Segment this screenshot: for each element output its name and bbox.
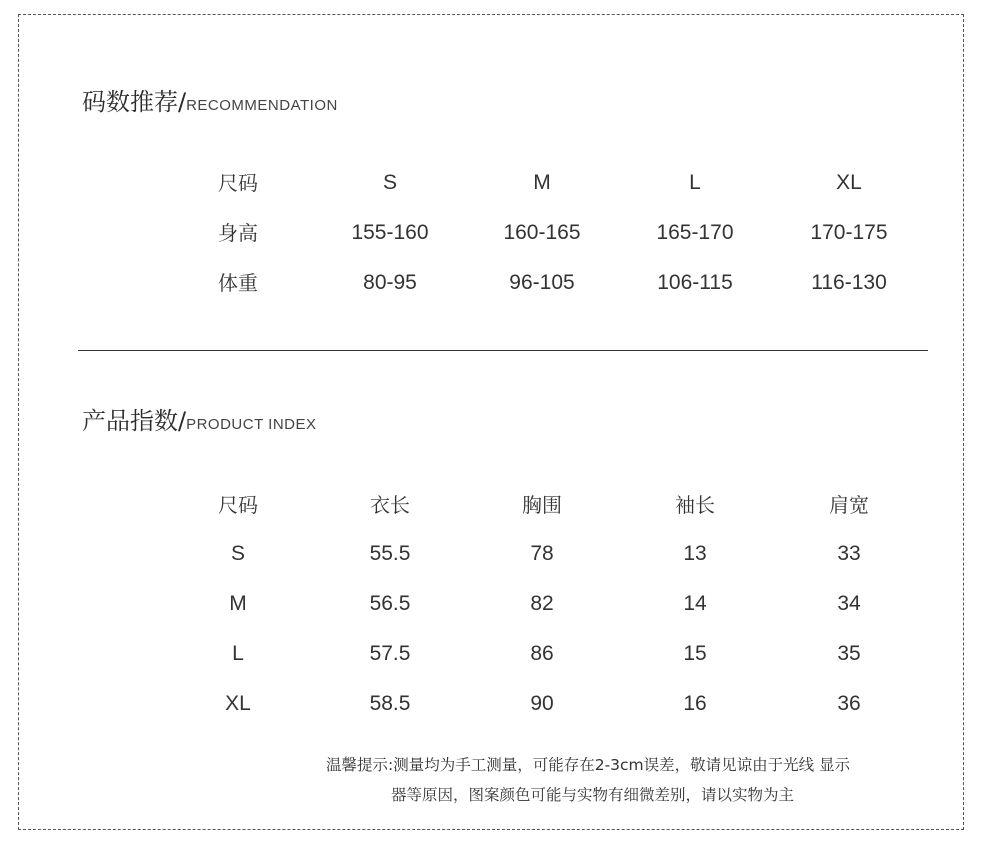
product-header-shoulder: 肩宽 [829, 493, 869, 517]
product-s-size: S [230, 542, 245, 565]
rec-weight-l: 106-115 [657, 271, 733, 294]
measurement-note-line2: 器等原因，图案颜色可能与实物有细微差别，请以实物为主 [391, 786, 795, 804]
product-s-shoulder: 33 [837, 542, 861, 565]
rec-weight-label: 体重 [218, 271, 258, 295]
recommendation-title-en: RECOMMENDATION [186, 97, 338, 114]
rec-height-xl: 170-175 [810, 221, 888, 244]
rec-size-m: M [533, 171, 551, 194]
product-m-length: 56.5 [369, 592, 411, 615]
rec-weight-m: 96-105 [509, 271, 575, 294]
rec-header-label: 尺码 [218, 171, 258, 195]
product-m-size: M [229, 592, 247, 615]
rec-height-m: 160-165 [503, 221, 581, 244]
product-l-size: L [232, 642, 244, 665]
rec-weight-xl: 116-130 [811, 271, 887, 294]
product-xl-shoulder: 36 [837, 692, 861, 715]
section-divider [78, 350, 928, 351]
product-s-sleeve: 13 [683, 542, 707, 565]
product-xl-chest: 90 [530, 692, 554, 715]
product-l-sleeve: 15 [683, 642, 707, 665]
product-l-shoulder: 35 [837, 642, 861, 665]
product-index-title [82, 401, 317, 436]
product-m-sleeve: 14 [683, 592, 707, 615]
product-xl-length: 58.5 [369, 692, 411, 715]
rec-height-s: 155-160 [351, 221, 429, 244]
product-header-length: 衣长 [370, 493, 410, 517]
product-xl-size: XL [225, 692, 251, 715]
recommendation-title [82, 82, 338, 117]
rec-height-l: 165-170 [656, 221, 734, 244]
rec-weight-s: 80-95 [363, 271, 417, 294]
rec-size-xl: XL [836, 171, 862, 194]
rec-size-l: L [689, 171, 701, 194]
product-header-sleeve: 袖长 [675, 493, 715, 517]
product-l-chest: 86 [530, 642, 554, 665]
product-index-title-en: PRODUCT INDEX [186, 416, 317, 433]
rec-height-label: 身高 [218, 221, 258, 245]
measurement-note-line1: 温馨提示:测量均为手工测量，可能存在2-3cm误差，敬请见谅由于光线 显示 [326, 756, 851, 774]
product-header-size: 尺码 [218, 493, 258, 517]
product-xl-sleeve: 16 [683, 692, 707, 715]
product-l-length: 57.5 [369, 642, 411, 665]
product-s-length: 55.5 [369, 542, 411, 565]
product-header-chest: 胸围 [522, 493, 562, 517]
product-s-chest: 78 [530, 542, 554, 565]
rec-size-s: S [382, 171, 397, 194]
recommendation-title-cn: 码数推荐/ [82, 88, 187, 116]
product-index-title-cn: 产品指数/ [82, 407, 187, 435]
product-m-shoulder: 34 [837, 592, 861, 615]
product-m-chest: 82 [530, 592, 554, 615]
